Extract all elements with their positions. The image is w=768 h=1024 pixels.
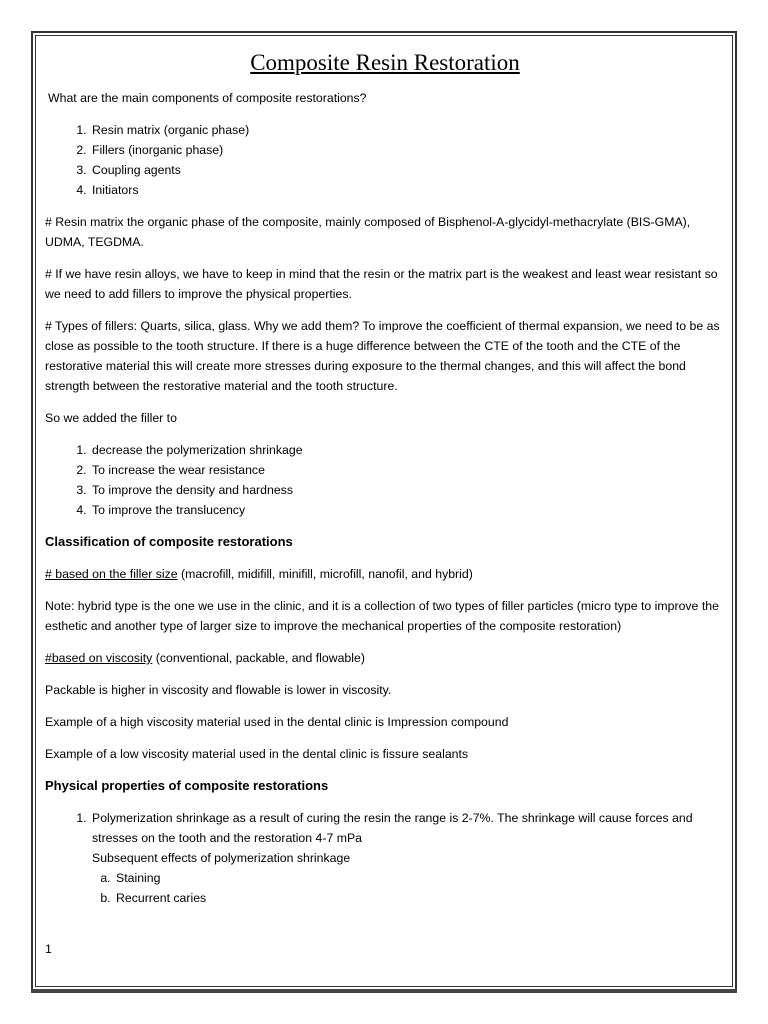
list-item: 1. Resin matrix (organic phase) xyxy=(90,120,725,140)
viscosity-line xyxy=(45,648,725,668)
question: What are the main components of composite restorations? xyxy=(48,91,367,105)
shrinkage-effects-list xyxy=(92,868,725,908)
document-body xyxy=(45,48,725,920)
filler-intro: So we added the filler to xyxy=(45,411,177,425)
list-item: 3. Coupling agents xyxy=(90,160,725,180)
list-item: 4. To improve the translucency xyxy=(90,500,725,520)
paragraph-resin-alloys: # If we have resin alloys, we have to keep in mind that the resin or the matrix part is the weakest and least wear resistant so we need to add fillers to improve the physical properties. xyxy=(45,267,718,301)
page-number: 1 xyxy=(45,942,52,956)
high-viscosity-example: Example of a high viscosity material used in the dental clinic is Impression compound xyxy=(45,715,509,729)
viscosity-text: (conventional, packable, and flowable) xyxy=(152,651,365,665)
components-list xyxy=(45,120,725,200)
list-item: 3. To improve the density and hardness xyxy=(90,480,725,500)
list-item: a. Staining xyxy=(114,868,725,888)
filler-size-label: # based on the filler size xyxy=(45,567,178,581)
list-item xyxy=(90,808,725,908)
list-item: 1. decrease the polymerization shrinkage xyxy=(90,440,725,460)
filler-size-text: (macrofill, midifill, minifill, microfill, nanofil, and hybrid) xyxy=(177,567,473,581)
physical-properties-list xyxy=(45,808,725,908)
classification-heading: Classification of composite restorations xyxy=(45,534,293,549)
list-item: 2. Fillers (inorganic phase) xyxy=(90,140,725,160)
list-item: 2. To increase the wear resistance xyxy=(90,460,725,480)
low-viscosity-example: Example of a low viscosity material used in the dental clinic is fissure sealants xyxy=(45,747,469,761)
list-item: b. Recurrent caries xyxy=(114,888,725,908)
filler-size-line xyxy=(45,564,725,584)
paragraph-resin-matrix: # Resin matrix the organic phase of the composite, mainly composed of Bisphenol-A-glycidyl-methacrylate (BIS-GMA), UDMA, TEGDMA. xyxy=(45,215,691,249)
physical-heading: Physical properties of composite restorations xyxy=(45,778,329,793)
filler-reasons-list xyxy=(45,440,725,520)
viscosity-label: #based on viscosity xyxy=(45,651,153,665)
page-title: Composite Resin Restoration xyxy=(250,50,520,75)
list-item: 4. Initiators xyxy=(90,180,725,200)
shrinkage-sub: Subsequent effects of polymerization shrinkage xyxy=(92,851,351,865)
shrinkage-item: Polymerization shrinkage as a result of curing the resin the range is 2-7%. The shrinkage will cause forces and stresses on the tooth and the restoration 4-7 mPa xyxy=(92,811,693,845)
page-shadow xyxy=(31,989,737,993)
packable-line: Packable is higher in viscosity and flowable is lower in viscosity. xyxy=(45,683,392,697)
hybrid-note: Note: hybrid type is the one we use in the clinic, and it is a collection of two types of filler particles (micro type to improve the esthetic and another type of larger size to improve the mechanical properties of the composite restoration) xyxy=(45,599,719,633)
paragraph-fillers: # Types of fillers: Quarts, silica, glass. Why we add them? To improve the coefficient of thermal expansion, we need to be as close as possible to the tooth structure. If there is a huge difference between the CTE of the tooth and the CTE of the restorative material this will create more stresses during exposure to the thermal changes, and this will affect the bond strength between the restorative material and the tooth structure. xyxy=(45,319,720,393)
